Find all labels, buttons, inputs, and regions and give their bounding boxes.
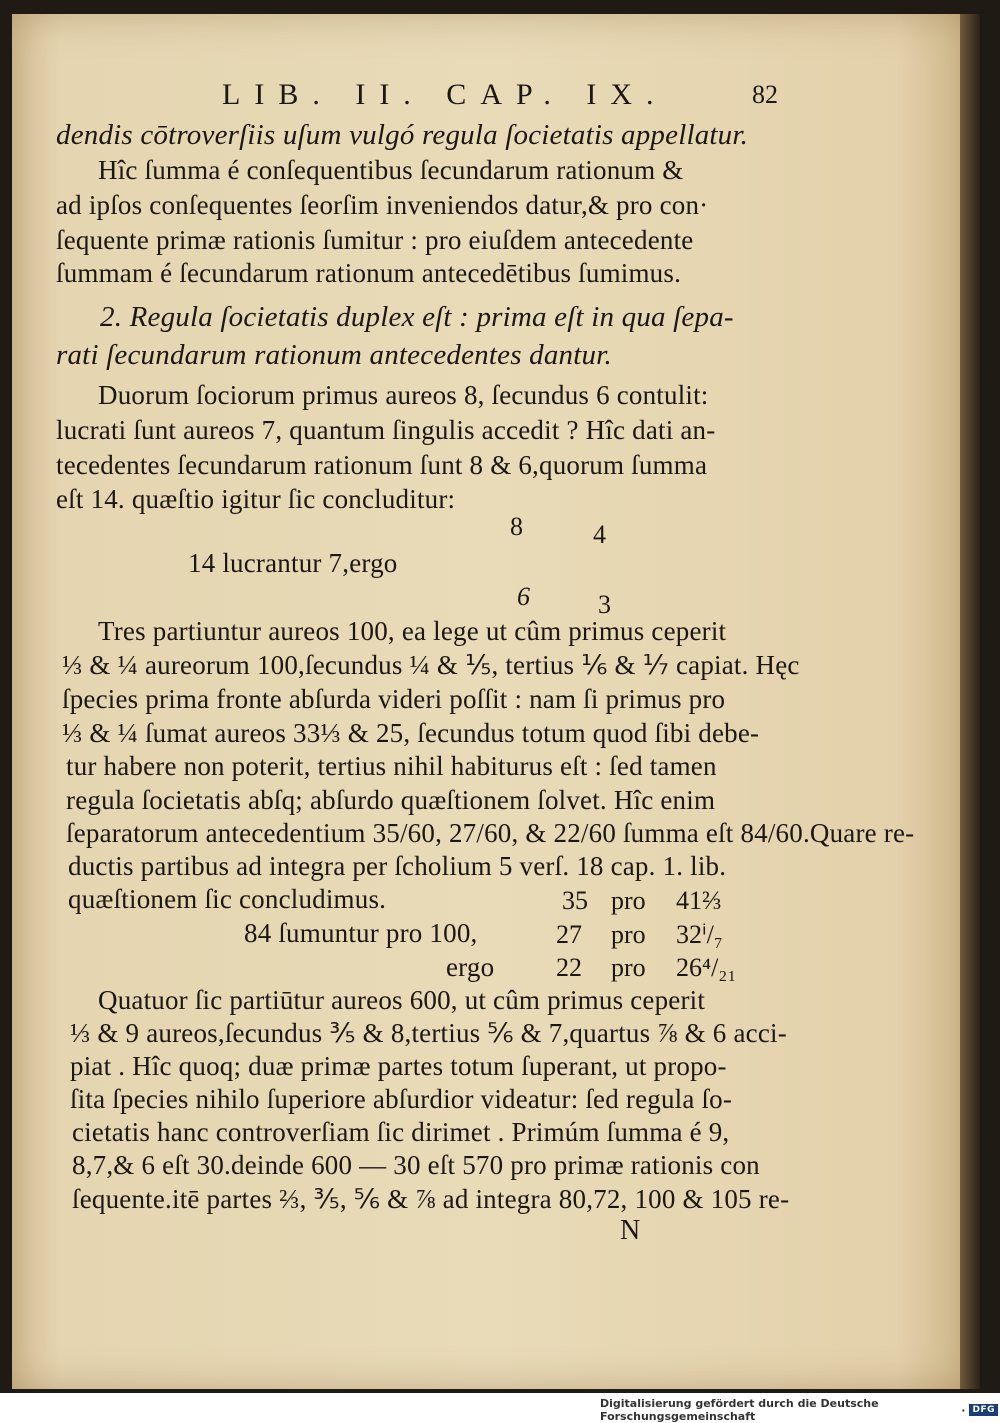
text-line: regula ſocietatis abſq; abſurdo quæſtionem ſolvet. Hîc enim	[66, 785, 716, 815]
text-line: 8,7,& 6 eſt 30.deinde 600 — 30 eſt 570 pro primæ rationis con	[72, 1150, 760, 1180]
text-line: tur habere non poterit, tertius nihil habiturus eſt : ſed tamen	[66, 751, 717, 781]
text-line: ſequente.itē partes ⅔, ⅗, ⅚ & ⅞ ad integra 80,72, 100 & 105 re-	[72, 1184, 790, 1214]
proportion-a-bottom-right: 3	[598, 590, 611, 619]
text-line: quæſtionem ſic concludimus.	[68, 884, 387, 914]
proportion-a-bottom-left: 6	[517, 582, 530, 611]
text-line: cietatis hanc controverſiam ſic dirimet . Primúm ſumma é 9,	[72, 1117, 730, 1147]
proportion-b-left: 22	[556, 953, 582, 982]
text-line: ad ipſos conſequentes ſeorſim inveniendos datur,& pro con·	[56, 190, 709, 220]
text-line: ſpecies prima fronte abſurda videri poſſit : nam ſi primus pro	[62, 684, 726, 714]
text-line: 84 ſumuntur pro 100,	[244, 918, 478, 948]
text-line: piat . Hîc quoq; duæ primæ partes totum ſuperant, ut propo-	[70, 1051, 727, 1081]
proportion-b-mid: pro	[611, 886, 646, 915]
digitization-credit: Digitalisierung gefördert durch die Deutsche Forschungsgemeinschaft · DFG	[600, 1402, 998, 1418]
text-line: ductis partibus ad integra per ſcholium 5 verſ. 18 cap. 1. lib.	[68, 851, 727, 881]
text-line: ſummam é ſecundarum rationum antecedētibus ſumimus.	[56, 258, 682, 288]
text-line: Tres partiuntur aureos 100, ea lege ut cûm primus ceperit	[98, 616, 727, 646]
dfg-logo: DFG	[969, 1404, 998, 1416]
credit-text: Digitalisierung gefördert durch die Deutsche Forschungsgemeinschaft	[600, 1397, 879, 1423]
text-line: ⅓ & 9 aureos,ſecundus ⅗ & 8,tertius ⅚ & 7,quartus ⅞ & 6 acci-	[70, 1018, 787, 1048]
text-line: ſeparatorum antecedentium 35/60, 27/60, & 22/60 ſumma eſt 84/60.Quare re-	[66, 818, 915, 848]
text-line: Hîc ſumma é conſequentibus ſecundarum rationum &	[98, 155, 684, 185]
proportion-b-right: 32ⁱ/₇	[676, 920, 723, 949]
proportion-a-top-left: 8	[510, 512, 523, 541]
text-line: ſita ſpecies nihilo ſuperiore abſurdior videatur: ſed regula ſo-	[70, 1084, 733, 1114]
signature-mark: N	[620, 1215, 641, 1246]
proportion-b-left: 27	[556, 920, 582, 949]
text-line: ſequente primæ rationis ſumitur : pro eiuſdem antecedente	[56, 225, 694, 255]
text-line: eſt 14. quæſtio igitur ſic concluditur:	[56, 484, 456, 514]
proportion-b-right: 26⁴/₂₁	[676, 953, 737, 982]
running-title: LIB. II. CAP. IX.	[222, 78, 668, 111]
text-line: ⅓ & ¼ ſumat aureos 33⅓ & 25, ſecundus totum quod ſibi debe-	[62, 718, 760, 748]
text-line: ⅓ & ¼ aureorum 100,ſecundus ¼ & ⅕, tertius ⅙ & ⅐ capiat. Hęc	[62, 650, 800, 680]
proportion-b-right: 41⅔	[676, 886, 722, 915]
text-line: 2. Regula ſocietatis duplex eſt : prima eſt in qua ſepa-	[100, 301, 734, 333]
proportion-a-top-right: 4	[593, 520, 606, 549]
text-line: Duorum ſociorum primus aureos 8, ſecundus 6 contulit:	[98, 380, 709, 410]
proportion-b-left: 35	[562, 886, 588, 915]
text-line: tecedentes ſecundarum rationum ſunt 8 & 6,quorum ſumma	[56, 450, 708, 480]
text-line: 14 lucrantur 7,ergo	[188, 548, 398, 578]
page-number: 82	[752, 80, 778, 109]
proportion-b-mid: pro	[611, 920, 646, 949]
text-line: Quatuor ſic partiūtur aureos 600, ut cûm primus ceperit	[98, 985, 706, 1015]
text-line: rati ſecundarum rationum antecedentes dantur.	[56, 339, 612, 371]
text-line: ergo	[446, 952, 495, 982]
text-line: lucrati ſunt aureos 7, quantum ſingulis accedit ? Hîc dati an-	[56, 415, 716, 445]
proportion-b-mid: pro	[611, 953, 646, 982]
text-line: dendis cōtroverſiis uſum vulgó regula ſocietatis appellatur.	[56, 119, 749, 151]
